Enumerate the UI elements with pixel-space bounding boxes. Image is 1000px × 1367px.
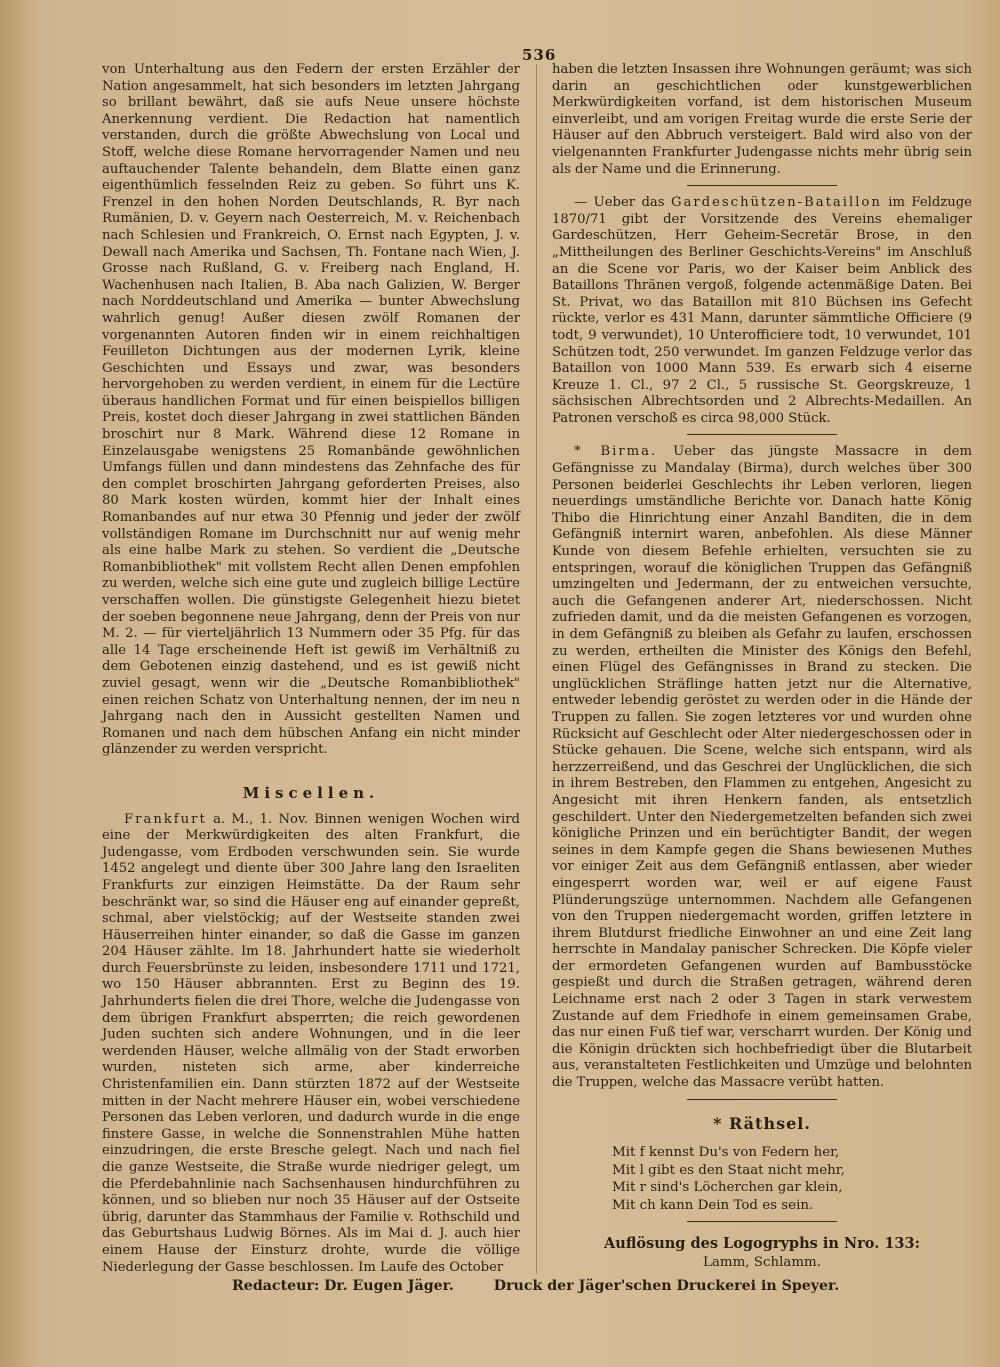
- right-column: [552, 62, 972, 1271]
- gardeschuetzen-article: [552, 195, 972, 427]
- separator-rule: [687, 434, 837, 435]
- column-divider: [536, 64, 537, 1274]
- romanbibliothek-article: von Unterhaltung aus den Federn der ersten Erzähler der Nation angesammelt, hat sich besonders im letzten Jahrgang so brillant bewährt, daß sie aufs Neue unsere höchste Anerkennung verdient. Die Redaction hat namentlich verstanden, durch die größte Abwechslung von Local und Stoff, welche diese Romane hervorragender Namen und neu auftauchender Talente behandeln, dem Blatte einen ganz eigenthümlich fesselnden Reiz zu geben. So führt uns K. Frenzel in den hohen Norden Deutschlands, R. Byr nach Rumänien, D. v. Geyern nach Oesterreich, M. v. Reichenbach nach Schlesien und Frankreich, O. Ernst nach Egypten, J. v. Dewall nach Amerika und Sachsen, Th. Fontane nach Wien, J. Grosse nach Rußland, G. v. Freiberg nach England, H. Wachenhusen nach Italien, B. Aba nach Galizien, W. Berger nach Norddeutschland und Amerika — bunter Abwechslung wahrlich genug! Außer diesen zwölf Romanen der vorgenannten Autoren finden wir in einem reichhaltigen Feuilleton Dichtungen aus der modernen Lyrik, kleine Geschichten und Essays und zwar, was besonders hervorgehoben zu werden verdient, in einem für die Lectüre überaus handlichen Format und für einen beispiellos billigen Preis, kostet doch dieser Jahrgang in zwei stattlichen Bänden broschirt nur 8 Mark. Während diese 12 Romane in Einzelausgabe wenigstens 25 Romanbände gewöhnlichen Umfangs füllen und dann mindestens das Zehnfache des für den complet broschirten Jahrgang geforderten Preises, also 80 Mark kosten würden, kommt hier der Inhalt eines Romanbandes auf nur etwa 30 Pfennig und jeder der zwölf vollständigen Romane im Durchschnitt nur auf wenig mehr als eine halbe Mark zu stehen. So verdient die „Deutsche Romanbibliothek" mit vollstem Recht allen Denen empfohlen zu werden, welche sich eine gute und zugleich billige Lectüre verschaffen wollen. Die günstigste Gelegenheit hiezu bietet der soeben begonnene neue Jahrgang, denn der Preis von nur M. 2. — für vierteljährlich 13 Nummern oder 35 Pfg. für das alle 14 Tage erscheinende Heft ist gewiß im Verhältniß zu dem Gebotenen einzig dastehend, und es ist gewiß nicht zuviel gesagt, wenn wir die „Deutsche Romanbibliothek" einen reichen Schatz von Unterhaltung nennen, der im neu n Jahrgang nach den in Aussicht gestellten Namen und Romanen und nach dem hübschen Anfang ein nicht minder glänzender zu werden verspricht.: [102, 62, 520, 758]
- separator-rule: [687, 185, 837, 186]
- frankfurt-text: a. M., 1. Nov. Binnen wenigen Wochen wird eine der Merkwürdigkeiten des alten Frankfurt, die Judengasse, vom Erdboden verschwunden sein. Sie wurde 1452 angelegt und diente über 300 Jahre lang den Israeliten Frankfurts zur einzigen Heimstätte. Da der Raum sehr beschränkt war, so sind die Häuser eng auf einander gepreßt, schmal, aber vielstöckig; auf der Westseite standen zwei Häuserreihen hinter einander, so daß die Gasse im ganzen 204 Häuser zählte. Im 18. Jahrhundert hatte sie wiederholt durch Feuersbrünste zu leiden, insbesondere 1711 und 1721, wo 150 Häuser abbrannten. Erst zu Beginn des 19. Jahrhunderts fielen die drei Thore, welche die Judengasse von dem übrigen Frankfurt absperrten; die reich gewordenen Juden suchten sich andere Wohnungen, und in die leer werdenden Häuser, welche allmälig von der Stadt erworben wurden, nisteten sich arme, aber kinderreiche Christenfamilien ein. Dann stürzten 1872 auf der Westseite mitten in der Nacht mehrere Häuser ein, wobei verschiedene Personen das Leben verloren, und dadurch wurde in die enge finstere Gasse, in welche die Sonnenstrahlen Mühe hatten einzudringen, die erste Bresche gelegt. Nach und nach fiel die ganze Westseite, die Straße wurde niedriger gelegt, um die Pferdebahnlinie nach Sachsenhausen hindurchführen zu können, und so blieben nur noch 35 Häuser auf der Ostseite übrig, darunter das Stammhaus der Familie v. Rothschild und das Geburtshaus Ludwig Börnes. Als im Mai d. J. auch hier einem Hause der Einsturz drohte, wurde die völlige Niederlegung der Gasse beschlossen. Im Laufe des October: [102, 811, 520, 1275]
- solution-answer: Lamm, Schlamm.: [703, 1254, 821, 1270]
- birma-text: Ueber das jüngste Massacre in dem Gefängnisse zu Mandalay (Birma), durch welches über 300 Personen beiderlei Geschlechts ihr Leben verloren, liegen neuerdings umständliche Berichte vor. Danach hatte König Thibo die Hinrichtung einer Anzahl Banditen, die in dem Gefängniß internirt waren, anbefohlen. Als diese Männer Kunde von diesem Befehle erhielten, versuchten sie zu entspringen, worauf die königlichen Truppen das Gefängniß umzingelten und Jedermann, der zu entweichen versuchte, auch die Gefangenen anderer Art, niederschossen. Nicht zufrieden damit, und da die meisten Gefangenen es vorzogen, in dem Gefängniß zu bleiben als Gefahr zu laufen, erschossen zu werden, ertheilten die Minister des Königs den Befehl, einen Flügel des Gefängnisses in Brand zu stecken. Die unglücklichen Sträflinge hatten jetzt nur die Alternative, entweder lebendig geröstet zu werden oder in die Hände der Truppen zu fallen. Sie zogen letzteres vor und wurden ohne Rücksicht auf Geschlecht oder Alter niedergeschossen oder in Stücke gehauen. Die Scene, welche sich entspann, wird als herzzerreißend, und das Geschrei der Unglücklichen, die sich in ihrem Bestreben, den Flammen zu entgehen, Angesicht zu Angesicht mit ihren Henkern fanden, als entsetzlich geschildert. Unter den Niedergemetzelten befanden sich zwei königliche Prinzen und ein berüchtigter Bandit, der wegen seines in dem Kampfe gegen die Shans bewiesenen Muthes vor einiger Zeit aus dem Gefängniß entlassen, aber wieder eingesperrt worden war, weil er auf eigene Faust Plünderungszüge unternommen. Nachdem alle Gefangenen von den Truppen niedergemacht worden, griffen letztere in ihrem Blutdurst friedliche Einwohner an und eine Zeit lang herrschte in Mandalay panischer Schrecken. Die Köpfe vieler der ermordeten Gefangenen wurden auf Bambusstöcke gespießt und durch die Straßen getragen, während deren Leichname erst nach 2 oder 3 Tagen in stark verwestem Zustande auf dem Friedhofe in einem gemeinsamen Grabe, das nur einen Fuß tief war, verscharrt wurden. Der König und die Königin drückten sich hochbefriedigt über die Blutarbeit aus, veranstalteten Festlichkeiten und Umzüge und belohnten die Truppen, welche das Massacre verübt hatten.: [552, 444, 972, 1091]
- garde-title: Gardeschützen-Bataillon: [670, 195, 882, 211]
- left-column: [102, 62, 520, 1276]
- editor-credit: Redacteur: Dr. Eugen Jäger.: [232, 1278, 454, 1294]
- riddle-line: Mit r sind's Löcherchen gar klein,: [612, 1180, 843, 1196]
- footer: [232, 1278, 952, 1294]
- separator-rule: [687, 1099, 837, 1100]
- frankfurt-continuation: haben die letzten Insassen ihre Wohnungen geräumt; was sich darin an geschichtlichen oder kunstgewerblichen Merkwürdigkeiten vorfand, ist dem historischen Museum einverleibt, und am vorigen Freitag wurde die erste Serie der Häuser auf den Abbruch versteigert. Bald wird also von der vielgenannten Frankfurter Judengasse nichts mehr übrig sein als der Name und die Erinnerung.: [552, 62, 972, 177]
- frankfurt-place: Frankfurt: [124, 811, 207, 827]
- birma-lead: * Birma.: [574, 444, 658, 460]
- garde-text: im Feldzuge 1870/71 gibt der Vorsitzende des Vereins ehemaliger Gardeschützen, Herr Geheim-Secretär Brose, in den „Mittheilungen des Berliner Geschichts-Vereins" im Anschluß an die Scene vor Paris, wo der Kaiser beim Anblick des Bataillons Thränen vergoß, folgende actenmäßige Daten. Bei St. Privat, wo das Bataillon mit 810 Büchsen ins Gefecht rückte, verlor es 431 Mann, darunter sämmtliche Officiere (9 todt, 9 verwundet), 10 Unterofficiere todt, 10 verwundet, 101 Schützen todt, 250 verwundet. Im ganzen Feldzuge verlor das Bataillon von 1000 Mann 539. Es erwarb sich 4 eiserne Kreuze 1. Cl., 97 2 Cl., 5 russische St. Georgskreuze, 1 sächsischen Albrechtsorden und 2 Albrechts-Medaillen. An Patronen verschoß es circa 98,000 Stück.: [552, 195, 972, 426]
- garde-lead: — Ueber das: [574, 195, 665, 211]
- separator-rule: [687, 1221, 837, 1222]
- section-title-miscellen: Miscellen.: [242, 783, 380, 802]
- page-number: 536: [522, 46, 557, 64]
- frankfurt-article: [102, 812, 520, 1277]
- riddle-line: Mit l gibt es den Staat nicht mehr,: [612, 1162, 845, 1178]
- riddle-line: Mit f kennst Du's von Federn her,: [612, 1145, 840, 1161]
- riddle-title: * Räthsel.: [713, 1113, 811, 1133]
- printer-credit: Druck der Jäger'schen Druckerei in Speyer.: [493, 1278, 840, 1294]
- birma-article: [552, 444, 972, 1091]
- solution-title: Auflösung des Logogryphs in Nro. 133:: [604, 1235, 920, 1253]
- riddle-line: Mit ch kann Dein Tod es sein.: [612, 1197, 814, 1213]
- riddle: [612, 1144, 972, 1214]
